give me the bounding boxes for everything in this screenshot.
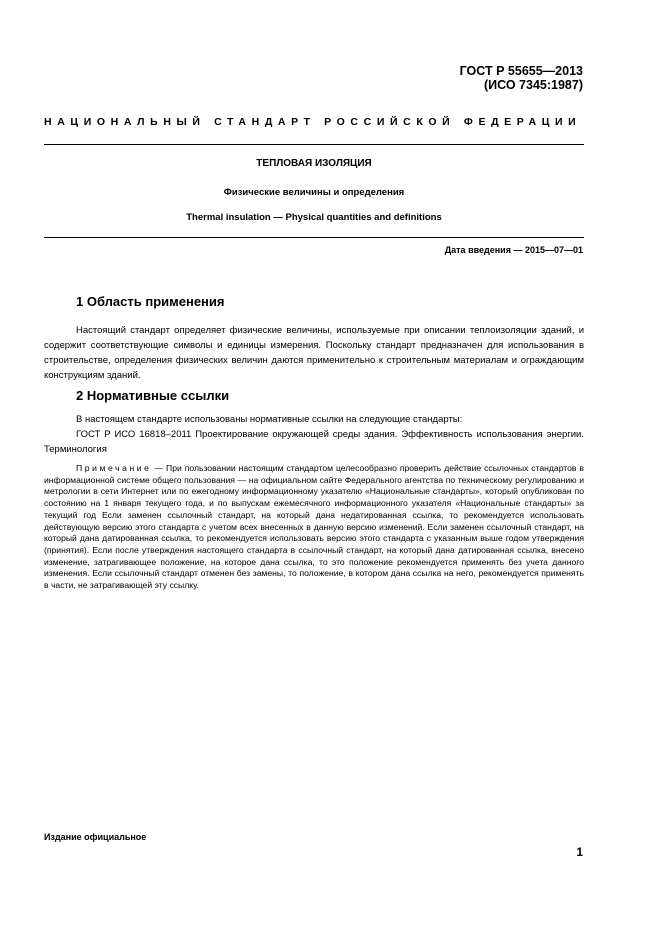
top-divider	[44, 144, 584, 145]
section-2-paragraph-intro: В настоящем стандарте использованы нормативные ссылки на следующие стандарты:	[76, 414, 463, 425]
section-2-body	[44, 412, 584, 457]
section-1-paragraph: Настоящий стандарт определяет физические величины, используемые при описании теплоизоляции зданий, и содержит соответствующие символы и единицы измерения. Поскольку стандарт предназначен для использования в строительстве, определения физических величин даются применительно к строительным материалам и ограждающим конструкциям зданий.	[44, 325, 584, 381]
page-number: 1	[576, 845, 583, 859]
section-2-heading: 2 Нормативные ссылки	[76, 388, 230, 403]
edition-label: Издание официальное	[44, 832, 147, 842]
title-divider	[44, 237, 584, 238]
national-standard-banner: НАЦИОНАЛЬНЫЙ СТАНДАРТ РОССИЙСКОЙ ФЕДЕРАЦИИ	[44, 116, 582, 128]
section-2-paragraph-reference: ГОСТ Р ИСО 16818–2011 Проектирование окружающей среды здания. Эффективность использования энергии. Терминология	[44, 429, 584, 455]
document-subtitle-en: Thermal insulation — Physical quantities and definitions	[186, 212, 442, 223]
standard-code-gost: ГОСТ Р 55655—2013	[459, 64, 583, 78]
note-label: Примечание	[76, 463, 152, 473]
standard-code	[460, 64, 583, 92]
introduction-date: Дата введения — 2015—07—01	[444, 245, 583, 255]
section-2-note	[44, 463, 584, 592]
note-text: — При пользовании настоящим стандартом целесообразно проверить действие ссылочных стандартов в информационной системе общего пользования — на официальном сайте Федерального агентства по техническому регулированию и метрологии в сети Интернет или по ежегодному информационному указателю «Национальные стандарты», который опубликован по состоянию на 1 января текущего года, и по выпускам ежемесячного информационного указателя «Национальные стандарты» за текущий год Если заменен ссылочный стандарт, на который дана недатированная ссылка, то рекомендуется использовать действующую версию этого стандарта с учетом всех внесенных в данную версию изменений. Если заменен ссылочный стандарт, на который дана датированная ссылка, то рекомендуется использовать версию этого стандарта с указанным выше годом утверждения (принятия). Если после утверждения настоящего стандарта в ссылочный стандарт, на который дана датированная ссылка, внесено изменение, затрагивающее положение, на которое дана ссылка, то это положение рекомендуется применять без учета данного изменения. Если ссылочный стандарт отменен без замены, то положение, в котором дана ссылка на него, рекомендуется применять в части, не затрагивающей эту ссылку.	[44, 463, 584, 591]
section-1-heading: 1 Область применения	[76, 294, 225, 309]
document-title: ТЕПЛОВАЯ ИЗОЛЯЦИЯ	[256, 158, 372, 169]
standard-code-iso: (ИСО 7345:1987)	[484, 78, 583, 92]
section-1-body	[44, 323, 584, 383]
document-subtitle-ru: Физические величины и определения	[223, 187, 405, 198]
note-paragraph	[44, 463, 584, 592]
